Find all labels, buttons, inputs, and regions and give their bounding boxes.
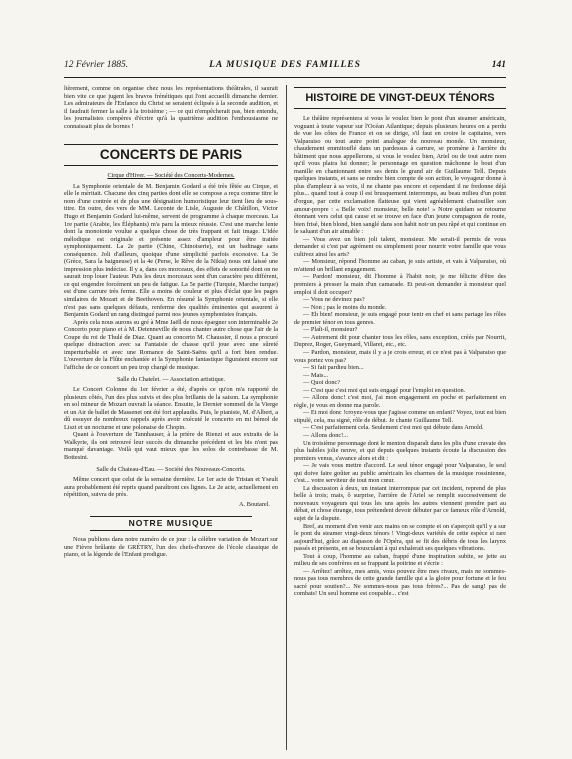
header-journal-title: LA MUSIQUE DES FAMILLES	[209, 60, 361, 70]
dialogue-line: — Mais...	[303, 371, 329, 379]
story-paragraph-5: Tout à coup, l'homme au caban, frappé d'une inspiration subite, se jette au milieu de ses confrères en se frappant la poitrine et s'écrie :	[294, 552, 506, 568]
dialogue-line: — Eh bien! monsieur, je suis engagé pour tenir en chef et sans partage les rôles de premier ténor en tous genres.	[294, 311, 506, 326]
dialogue-line: — Vous avez un bien joli talent, monsieur. Me serait-il permis de vous demander si c'est par agrément ou simplement pour nourrir votre famille que vous cultivez ainsi les arts?	[294, 235, 506, 258]
dialogue-line: — Si fait pardieu bien...	[303, 364, 364, 372]
chatelet-heading: Salle du Chatelet. — Association artistique.	[116, 375, 226, 383]
cirque-paragraph-2: Après cela nous aurons su gré à Mme Jaëll de nous épargner son interminable 2e Concerto pour piano et à M. Detenneville de nous chanter autre chose que l'air de la Coupe du roi de Thulé de Diaz. Quant au concerto M. Chaussier, il nous a procuré quelque distraction avec sa Fantaisie de chasse qu'il joue avec une sûreté imperturbable et avec une Romance de Saint-Saëns qu'il a fort bien rendue. L'ouverture de la Flûte enchantée et la Symphonie fantastique figuraient encore sur l'affiche de ce concert un peu trop chargé de musique.	[64, 318, 278, 371]
column-divider	[286, 85, 287, 750]
dialogue-line: — Allons donc!...	[303, 431, 348, 439]
chatelet-paragraph-2: Quant à l'ouverture de Tannhauser, à la prière de Rienzi et aux extraits de la Walkyrie, ils ont retrouvé leur succès du dimanche précédent et les bis n'ont pas manqué davantage. Voilà qui vaut mieux que les solos de contrebasse de M. Bottesini.	[64, 431, 278, 461]
cirque-heading: Cirque d'Hiver. — Société des Concerts-Modernes.	[107, 172, 235, 180]
story-paragraph-2: Un troisième personnage dont le menton disparaît dans les plis d'une cravate des plus habiles jolie neuve, et qui depuis quelques instants écoute la discussion des premiers venus, s'avance alors et dit :	[294, 439, 506, 462]
right-column	[294, 85, 506, 750]
article-signature: A. Boutarel.	[239, 500, 270, 508]
chatelet-paragraph-1: Le Concert Colonne du 1er février a été, d'après ce qu'on m'a rapporté de plusieurs côtés, l'un des plus suivis et des plus brillants de la saison. La symphonie en sol mineur de Mozart ouvrait la séance. Ensuite, le Dernier sommeil de la Vierge et un Air de ballet de Massenet ont été fort applaudis. Puis, le pianiste, M. d'Albert, a dû essuyer de nombreux rappels après avoir exécuté le concerto en mi bémol de Liszt et un nocturne et une polonaise de Chopin.	[64, 386, 278, 431]
cirque-paragraph-1: La Symphonie orientale de M. Benjamin Godard a été très fêtée au Cirque, et elle le méritait. Chacune des cinq parties dont elle se compose a reçu comme titre le nom d'une contrée et de plus une désignation humoristique leur tient lieu de sous-titre. En outre, des vers de MM. Leconte de Lisle, Auguste de Châtillon, Victor Hugo et Benjamin Godard lui-même, servent de programme à chaque morceau. La 1re partie (Arabie, les Éléphants) m'a paru la mieux réussie. C'est une marche lente dont la monotonie voulue a quelque chose de très frappant et fait image. L'idée mélodique est originale et présente assez d'ampleur pour être traitée symphoniquement. La 2e partie (Chine, Chinoiserie), est un badinage sans conséquence. Joli d'ailleurs, quoique d'une simplicité parfois excessive. La 3e (Grèce, Sara la baigneuse) et la 4e (Perse, le Rêve de la Nikia) nous ont laissé une impression plus indécise. Il y a, dans ces morceaux, des effets de sonorité dont on ne saurait trop louer l'auteur. Puis les deux morceaux sont d'un caractère peu différent, ce qui engendre forcément un peu de fatigue. La 5e partie (Turquie, Marche turque) est d'une carrure très ferme. Elle a moins de couleur et plus d'éclat que les pages similaires de Mozart et de Beethoven. En résumé la Symphonie orientale, si elle n'est pas sans quelques défauts, renferme des qualités éminentes qui assurent à Benjamin Godard un rang distingué parmi nos jeunes symphonistes français.	[64, 182, 278, 319]
dialogue-line: — Pardon! monsieur, dit l'homme à l'habit noir, je me félicite d'être des premiers à presser la main d'un camarade. Et peut-on demander à monsieur quel emploi il doit occuper?	[294, 273, 506, 296]
dialogue-line: — Plaît-il, monsieur?	[303, 326, 358, 334]
story-paragraph-3: La discussion à deux, un instant interrompue par cet incident, reprend de plus belle à trois; mais, ô surprise, l'arrière de l'Ariel se remplit successivement de nouveaux voyageurs qui tous les uns après les autres viennent prendre part au débat, et chose étrange, tous prétendent devoir débuter par ce fameux rôle d'Arnold, sujet de la dispute.	[294, 484, 506, 522]
dialogue-line: — Autrement dit pour chanter tous les rôles, sans exception, créés par Nourrit, Duprez, Roger, Gueymard, Villaret, etc., etc.	[294, 333, 506, 349]
story-paragraph-4: Bref, au moment d'en venir aux mains on se compte et on s'aperçoit qu'il y a sur le pont du steamer vingt-deux ténors ! Vingt-deux variétés de cette espèce si rare aujourd'hui, grâce au diapason de l'Opéra, qui se fit des débris de tous les larynx passés et présents, en se bousculant à qui exhalerait ses quelques vibrations.	[294, 522, 506, 553]
notre-musique-paragraph: Nous publions dans notre numéro de ce jour : la célèbre variation de Mozart sur une Fièvre brûlante de GRÉTRY, l'un des chefs-d'œuvre de l'école classique de piano, et la légende de l'Enfant prodigue.	[64, 536, 278, 559]
histoire-title: HISTOIRE DE VINGT-DEUX TÉNORS	[294, 87, 506, 109]
notre-musique-title: NOTRE MUSIQUE	[90, 516, 252, 531]
dialogue-line: — Vous ne devinez pas?	[303, 296, 365, 304]
header-date: 12 Février 1885.	[64, 60, 129, 70]
story-paragraph-1: Le théâtre représentera si vous le voulez bien le pont d'un steamer américain, voguant à toute vapeur sur l'Océan Atlantique; depuis plusieurs heures on a perdu de vue les côtes de France et on se dirige, s'il faut en croire le capitaine, vers Valparaiso ou tout autre point analogue du nouveau monde. Un monsieur, chaudement emmitouflé dans un pardessus à carrure, se promène à l'arrière du bâtiment que nous appellerons, si vous le voulez bien, Ariel ou de tout autre nom qu'il vous plaira lui donner; le personnage en question mâchonne le bout d'un manille en chantonnant entre ses dents le grand air de Guillaume Tell. Depuis quelques instants, et sans se rendre bien compte de son action, le voyageur donne à plus d'ampleur à sa voix, il ne chante pas encore et cependant il ne fredonne déjà plus... quand tout à coup il est brusquement interrompu, au beau milieu d'un point d'orgue, par cette exclamation flatteuse qui vient agréablement chatouiller son amour-propre : « Belle voix! monsieur, belle note! » Notre quidam se retourne étonnant vers celui qui cause et se trouve en face d'un jeune compagnon de route, bien frisé, bien blond, bien sanglé dans son habit noir un peu râpé et qui continue en le saluant d'un air aimable :	[294, 115, 506, 236]
dialogue-line: — Monsieur, répond l'homme au caban, je suis artiste, et vais à Valparaiso, où m'attend un brillant engagement.	[294, 258, 506, 273]
intro-paragraph: lièrement, comme on organise chez nous les représentations théâtrales, il saurait bien vite ce que jugent les bravos frénétiques qui l'ont accueilli dimanche dernier. Les admirateurs de l'Enfance du Christ se seraient éclipsés à la seconde audition, et il faudrait fermer la salle à la troisième ; — ce qui n'empêcherait pas, bien entendu, les journalistes compères d'écrire qu'à la quatrième audition l'enthousiasme ne connaissait plus de bornes !	[64, 85, 278, 130]
dialogue-line: — C'est parfaitement cela. Seulement c'est moi qui débute dans Arnold.	[303, 424, 484, 432]
dialogue-line: — Arrêtez! arrêtez, mes amis, vous pouvez être mes rivaux, mais ne sommes-nous pas tous membres de cette grande famille qui a la gloire pour fortune et le feu sacré pour soutien?... Ne sommes-nous pas tous frères?... Pas de sang! pas de combats! Un seul homme est coupable... c'est	[294, 567, 506, 598]
dialogue-line: — C'est que c'est moi qui suis engagé pour l'emploi en question.	[303, 386, 466, 394]
left-column	[64, 85, 278, 750]
dialogue-line: — Quoi donc?	[303, 379, 341, 387]
dialogue-line: — Allons donc! c'est moi, j'ai mon engagement en poche et parfaitement en règle, je vous en donne ma parole.	[294, 394, 506, 409]
dialogue-line: — Je vais vous mettre d'accord. Le seul ténor engagé pour Valparaiso, le seul qui doive faire goûter au public américain les charmes de la musique rossinienne, c'est... votre serviteur de tout mon cœur.	[294, 462, 506, 485]
dialogue-line: — Et moi donc !croyez-vous que j'agisse comme un enfant? Voyez, tout est bien stipulé, cela, ma signé, rôle de début. Je chante Guillaume Tell.	[294, 409, 506, 424]
dialogue-line: — Pardon, monsieur, mais il y a je crois erreur, et ce n'est pas à Valparaiso que vous portez vos pas?	[294, 348, 506, 364]
dialogue-line: — Non ; pas le moins du monde.	[303, 303, 387, 311]
header-page-number: 141	[491, 60, 506, 70]
running-header	[64, 60, 506, 74]
chateau-paragraph-1: Même concert que celui de la semaine dernière. Le 1er acte de Tristan et Yseult aura probablement été repris quand paraîtront ces lignes. Le 2e acte, actuellement en répétition, suivra de près.	[64, 476, 278, 499]
concerts-section-title: CONCERTS DE PARIS	[64, 144, 278, 166]
chateau-heading: Salle du Chateau-d'Eau. — Société des Nouveaux-Concerts.	[96, 465, 246, 473]
header-rule	[64, 77, 506, 78]
